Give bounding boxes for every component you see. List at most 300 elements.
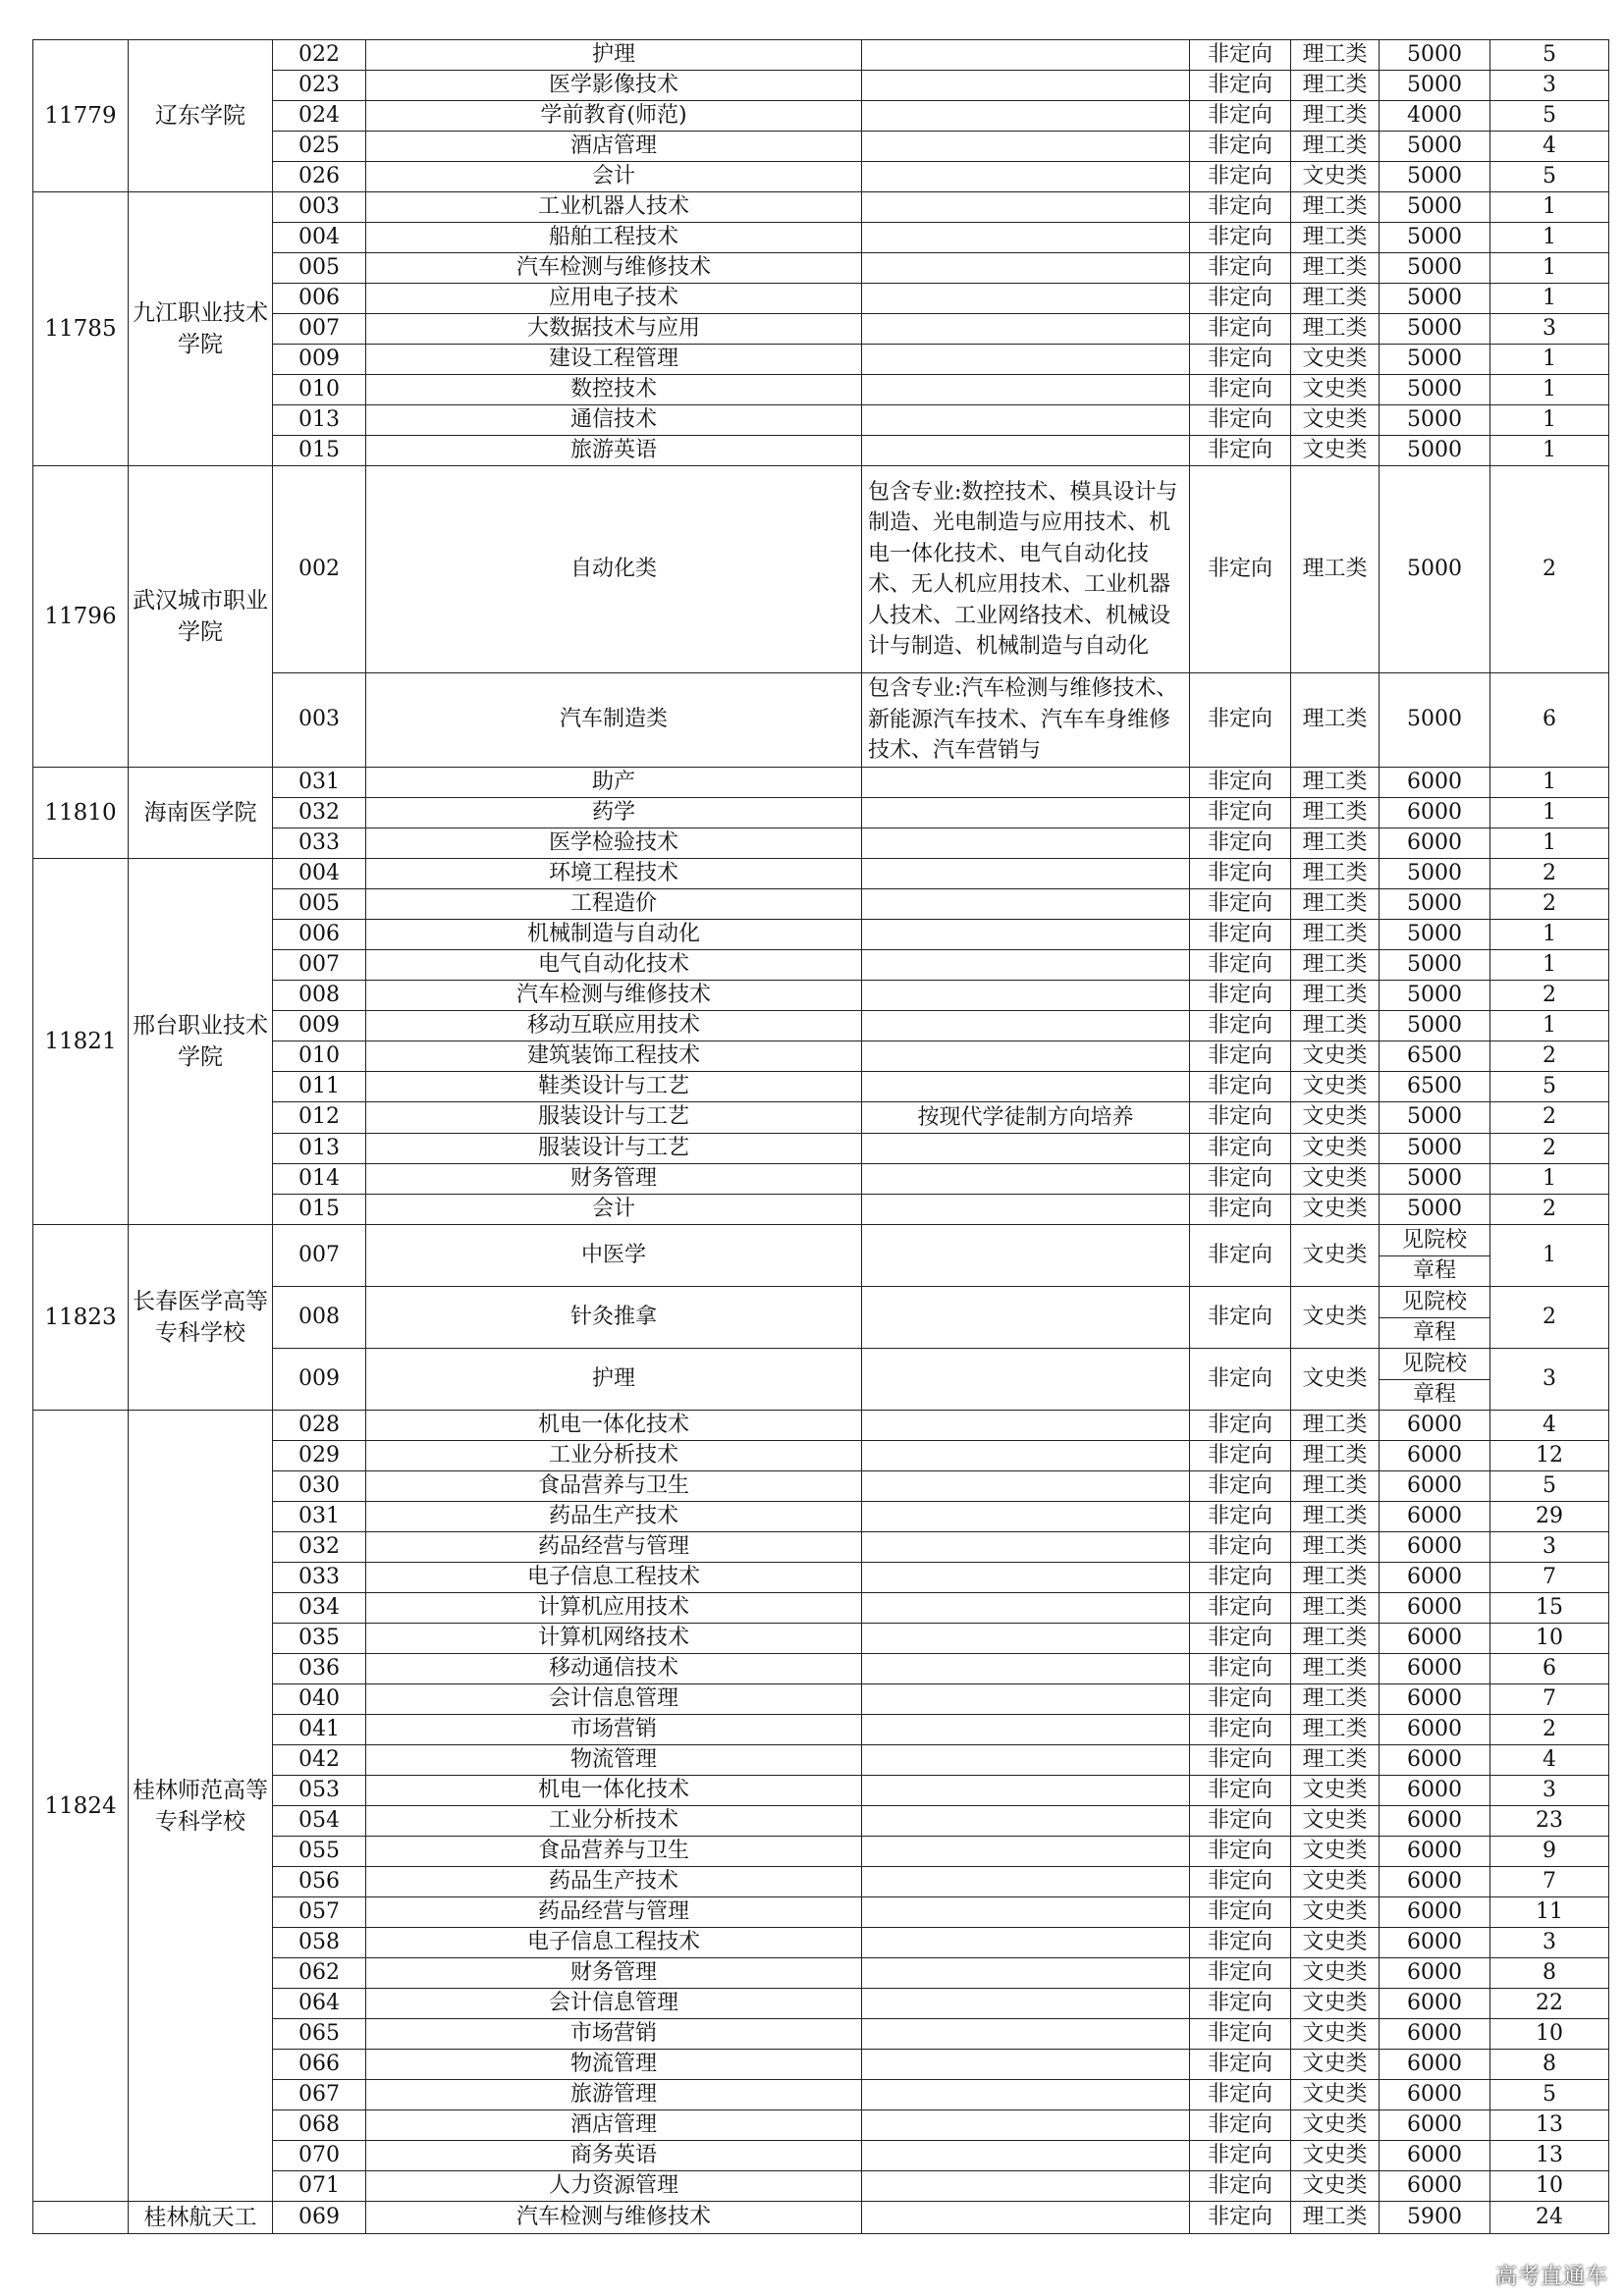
major-code-cell: 028 xyxy=(273,1411,366,1441)
major-code-cell: 026 xyxy=(273,162,366,192)
tuition-line-2: 章程 xyxy=(1412,1319,1456,1345)
quota-cell: 1 xyxy=(1490,223,1609,253)
major-name-cell: 工业分析技术 xyxy=(366,1441,862,1471)
tuition-cell: 6000 xyxy=(1380,1897,1490,1928)
subject-category-cell: 文史类 xyxy=(1291,1867,1380,1897)
tuition-cell: 6000 xyxy=(1380,1715,1490,1745)
plan-direction-cell: 非定向 xyxy=(1190,919,1291,949)
quota-cell: 7 xyxy=(1490,1684,1609,1715)
major-note-cell xyxy=(862,132,1190,162)
major-code-cell: 005 xyxy=(273,253,366,284)
plan-direction-cell: 非定向 xyxy=(1190,466,1291,673)
subject-category-cell: 理工类 xyxy=(1291,1411,1380,1441)
tuition-cell: 6000 xyxy=(1380,2141,1490,2171)
plan-direction-cell: 非定向 xyxy=(1190,40,1291,71)
plan-direction-cell: 非定向 xyxy=(1190,162,1291,192)
major-note-cell xyxy=(862,1010,1190,1041)
tuition-line-1: 见院校 xyxy=(1380,1350,1489,1380)
plan-direction-cell: 非定向 xyxy=(1190,192,1291,223)
major-name-cell: 学前教育(师范) xyxy=(366,101,862,132)
subject-category-cell: 理工类 xyxy=(1291,253,1380,284)
quota-cell: 3 xyxy=(1490,314,1609,345)
quota-cell: 6 xyxy=(1490,1654,1609,1684)
subject-category-cell: 理工类 xyxy=(1291,1010,1380,1041)
major-code-cell: 005 xyxy=(273,888,366,919)
major-note-cell xyxy=(862,40,1190,71)
major-name-cell: 机械制造与自动化 xyxy=(366,919,862,949)
plan-direction-cell: 非定向 xyxy=(1190,223,1291,253)
major-name-cell: 助产 xyxy=(366,767,862,797)
major-note-cell xyxy=(862,1471,1190,1502)
tuition-cell: 6000 xyxy=(1380,1502,1490,1532)
major-code-cell: 015 xyxy=(273,1195,366,1225)
quota-cell: 11 xyxy=(1490,1897,1609,1928)
tuition-cell: 6000 xyxy=(1380,2019,1490,2050)
major-name-cell: 酒店管理 xyxy=(366,132,862,162)
tuition-cell: 5000 xyxy=(1380,284,1490,314)
major-note-cell xyxy=(862,1041,1190,1071)
plan-direction-cell: 非定向 xyxy=(1190,2171,1291,2202)
major-note-cell xyxy=(862,71,1190,101)
quota-cell: 8 xyxy=(1490,1958,1609,1989)
tuition-cell: 6500 xyxy=(1380,1071,1490,1101)
tuition-cell: 6000 xyxy=(1380,2050,1490,2080)
major-note-cell xyxy=(862,797,1190,828)
school-name-cell: 辽东学院 xyxy=(129,40,273,192)
plan-direction-cell: 非定向 xyxy=(1190,673,1291,768)
major-name-cell: 财务管理 xyxy=(366,1958,862,1989)
major-name-cell: 机电一体化技术 xyxy=(366,1776,862,1806)
major-note-cell xyxy=(862,858,1190,888)
tuition-cell: 5000 xyxy=(1380,1134,1490,1164)
school-code-cell: 11796 xyxy=(33,466,129,768)
major-note-cell xyxy=(862,980,1190,1010)
subject-category-cell: 理工类 xyxy=(1291,767,1380,797)
major-code-cell: 053 xyxy=(273,1776,366,1806)
subject-category-cell: 文史类 xyxy=(1291,436,1380,466)
subject-category-cell: 文史类 xyxy=(1291,1958,1380,1989)
major-name-cell: 汽车制造类 xyxy=(366,673,862,768)
tuition-cell: 5000 xyxy=(1380,40,1490,71)
major-name-cell: 机电一体化技术 xyxy=(366,1411,862,1441)
major-code-cell: 009 xyxy=(273,345,366,375)
quota-cell: 2 xyxy=(1490,466,1609,673)
tuition-cell: 5000 xyxy=(1380,888,1490,919)
major-code-cell: 009 xyxy=(273,1349,366,1411)
plan-direction-cell: 非定向 xyxy=(1190,1134,1291,1164)
major-note-cell xyxy=(862,888,1190,919)
major-note-cell xyxy=(862,1715,1190,1745)
subject-category-cell: 理工类 xyxy=(1291,132,1380,162)
major-name-cell: 市场营销 xyxy=(366,2019,862,2050)
major-name-cell: 工业机器人技术 xyxy=(366,192,862,223)
plan-direction-cell: 非定向 xyxy=(1190,1897,1291,1928)
quota-cell: 3 xyxy=(1490,1532,1609,1563)
quota-cell: 1 xyxy=(1490,797,1609,828)
plan-direction-cell: 非定向 xyxy=(1190,1041,1291,1071)
major-note-cell xyxy=(862,2019,1190,2050)
subject-category-cell: 文史类 xyxy=(1291,1041,1380,1071)
tuition-cell: 5000 xyxy=(1380,949,1490,980)
subject-category-cell: 理工类 xyxy=(1291,223,1380,253)
subject-category-cell: 理工类 xyxy=(1291,1715,1380,1745)
major-code-cell: 032 xyxy=(273,1532,366,1563)
plan-direction-cell: 非定向 xyxy=(1190,345,1291,375)
quota-cell: 1 xyxy=(1490,192,1609,223)
major-note-cell xyxy=(862,1776,1190,1806)
quota-cell: 1 xyxy=(1490,405,1609,436)
subject-category-cell: 理工类 xyxy=(1291,949,1380,980)
quota-cell: 5 xyxy=(1490,2080,1609,2110)
quota-cell: 1 xyxy=(1490,1164,1609,1195)
major-name-cell: 计算机应用技术 xyxy=(366,1593,862,1624)
tuition-cell: 5000 xyxy=(1380,192,1490,223)
major-code-cell: 007 xyxy=(273,1225,366,1287)
tuition-cell: 6000 xyxy=(1380,1837,1490,1867)
major-name-cell: 服装设计与工艺 xyxy=(366,1101,862,1134)
quota-cell: 13 xyxy=(1490,2141,1609,2171)
plan-direction-cell: 非定向 xyxy=(1190,1867,1291,1897)
quota-cell: 2 xyxy=(1490,1041,1609,1071)
subject-category-cell: 理工类 xyxy=(1291,1654,1380,1684)
table-row xyxy=(33,192,1609,223)
major-code-cell: 010 xyxy=(273,375,366,405)
major-code-cell: 065 xyxy=(273,2019,366,2050)
tuition-cell: 6000 xyxy=(1380,2171,1490,2202)
tuition-cell: 5000 xyxy=(1380,162,1490,192)
plan-direction-cell: 非定向 xyxy=(1190,1225,1291,1287)
quota-cell: 5 xyxy=(1490,101,1609,132)
plan-direction-cell: 非定向 xyxy=(1190,2110,1291,2141)
school-name-cell: 九江职业技术学院 xyxy=(129,192,273,466)
major-code-cell: 029 xyxy=(273,1441,366,1471)
subject-category-cell: 文史类 xyxy=(1291,1897,1380,1928)
major-code-cell: 010 xyxy=(273,1041,366,1071)
major-note-cell xyxy=(862,828,1190,858)
plan-direction-cell: 非定向 xyxy=(1190,1958,1291,1989)
major-note-cell xyxy=(862,1593,1190,1624)
tuition-cell: 6000 xyxy=(1380,1684,1490,1715)
quota-cell: 4 xyxy=(1490,132,1609,162)
major-note-cell xyxy=(862,1349,1190,1411)
tuition-cell xyxy=(1380,1287,1490,1349)
quota-cell: 9 xyxy=(1490,1837,1609,1867)
subject-category-cell: 理工类 xyxy=(1291,673,1380,768)
major-note-cell xyxy=(862,2171,1190,2202)
watermark-text: 高考直通车 xyxy=(1494,2265,1608,2289)
major-code-cell: 056 xyxy=(273,1867,366,1897)
major-code-cell: 031 xyxy=(273,1502,366,1532)
subject-category-cell: 理工类 xyxy=(1291,858,1380,888)
subject-category-cell: 文史类 xyxy=(1291,1806,1380,1837)
plan-direction-cell: 非定向 xyxy=(1190,375,1291,405)
quota-cell: 1 xyxy=(1490,345,1609,375)
tuition-cell: 5000 xyxy=(1380,375,1490,405)
subject-category-cell: 理工类 xyxy=(1291,1441,1380,1471)
plan-direction-cell: 非定向 xyxy=(1190,1411,1291,1441)
quota-cell: 10 xyxy=(1490,2171,1609,2202)
major-name-cell: 通信技术 xyxy=(366,405,862,436)
subject-category-cell: 理工类 xyxy=(1291,1745,1380,1776)
subject-category-cell: 文史类 xyxy=(1291,2171,1380,2202)
subject-category-cell: 理工类 xyxy=(1291,71,1380,101)
plan-direction-cell: 非定向 xyxy=(1190,436,1291,466)
table-row xyxy=(33,858,1609,888)
major-note-cell xyxy=(862,223,1190,253)
tuition-cell: 6000 xyxy=(1380,1593,1490,1624)
tuition-cell: 6000 xyxy=(1380,1867,1490,1897)
major-code-cell: 066 xyxy=(273,2050,366,2080)
school-name-cell: 长春医学高等专科学校 xyxy=(129,1225,273,1411)
major-name-cell: 药品生产技术 xyxy=(366,1867,862,1897)
tuition-cell: 5000 xyxy=(1380,405,1490,436)
major-note-cell xyxy=(862,253,1190,284)
plan-direction-cell: 非定向 xyxy=(1190,858,1291,888)
quota-cell: 5 xyxy=(1490,1471,1609,1502)
subject-category-cell: 理工类 xyxy=(1291,284,1380,314)
subject-category-cell: 文史类 xyxy=(1291,1989,1380,2019)
major-name-cell: 汽车检测与维修技术 xyxy=(366,253,862,284)
major-note-cell xyxy=(862,1441,1190,1471)
major-code-cell: 055 xyxy=(273,1837,366,1867)
major-code-cell: 015 xyxy=(273,436,366,466)
school-code-cell xyxy=(33,2202,129,2234)
quota-cell: 12 xyxy=(1490,1441,1609,1471)
quota-cell: 1 xyxy=(1490,253,1609,284)
major-name-cell: 会计信息管理 xyxy=(366,1989,862,2019)
plan-direction-cell: 非定向 xyxy=(1190,2141,1291,2171)
subject-category-cell: 文史类 xyxy=(1291,1071,1380,1101)
plan-direction-cell: 非定向 xyxy=(1190,1287,1291,1349)
tuition-cell: 5000 xyxy=(1380,1010,1490,1041)
subject-category-cell: 文史类 xyxy=(1291,1349,1380,1411)
major-note-cell xyxy=(862,405,1190,436)
major-name-cell: 移动互联应用技术 xyxy=(366,1010,862,1041)
subject-category-cell: 文史类 xyxy=(1291,2050,1380,2080)
school-name-cell: 武汉城市职业学院 xyxy=(129,466,273,768)
tuition-cell: 6000 xyxy=(1380,1563,1490,1593)
major-note-cell xyxy=(862,1134,1190,1164)
quota-cell: 22 xyxy=(1490,1989,1609,2019)
major-note-cell xyxy=(862,1411,1190,1441)
major-note-cell xyxy=(862,1287,1190,1349)
plan-direction-cell: 非定向 xyxy=(1190,828,1291,858)
tuition-cell: 5000 xyxy=(1380,980,1490,1010)
tuition-cell: 6000 xyxy=(1380,1989,1490,2019)
subject-category-cell: 文史类 xyxy=(1291,405,1380,436)
tuition-cell: 6000 xyxy=(1380,1654,1490,1684)
major-code-cell: 068 xyxy=(273,2110,366,2141)
plan-direction-cell: 非定向 xyxy=(1190,1502,1291,1532)
major-name-cell: 医学影像技术 xyxy=(366,71,862,101)
plan-direction-cell: 非定向 xyxy=(1190,314,1291,345)
quota-cell: 29 xyxy=(1490,1502,1609,1532)
subject-category-cell: 理工类 xyxy=(1291,2202,1380,2234)
subject-category-cell: 理工类 xyxy=(1291,1563,1380,1593)
quota-cell: 5 xyxy=(1490,1071,1609,1101)
tuition-cell: 6000 xyxy=(1380,767,1490,797)
major-code-cell: 071 xyxy=(273,2171,366,2202)
table-row xyxy=(33,1225,1609,1287)
major-note-cell xyxy=(862,767,1190,797)
major-code-cell: 041 xyxy=(273,1715,366,1745)
plan-direction-cell: 非定向 xyxy=(1190,1684,1291,1715)
plan-direction-cell: 非定向 xyxy=(1190,1715,1291,1745)
quota-cell: 2 xyxy=(1490,980,1609,1010)
subject-category-cell: 理工类 xyxy=(1291,797,1380,828)
school-code-cell: 11821 xyxy=(33,858,129,1225)
major-code-cell: 032 xyxy=(273,797,366,828)
subject-category-cell: 理工类 xyxy=(1291,1532,1380,1563)
quota-cell: 1 xyxy=(1490,1010,1609,1041)
quota-cell: 13 xyxy=(1490,2110,1609,2141)
table-row xyxy=(33,767,1609,797)
tuition-line-2: 章程 xyxy=(1412,1381,1456,1407)
major-code-cell: 070 xyxy=(273,2141,366,2171)
tuition-cell: 5000 xyxy=(1380,314,1490,345)
major-name-cell: 移动通信技术 xyxy=(366,1654,862,1684)
tuition-line-1: 见院校 xyxy=(1380,1288,1489,1318)
major-name-cell: 医学检验技术 xyxy=(366,828,862,858)
major-note-cell xyxy=(862,949,1190,980)
tuition-cell: 5000 xyxy=(1380,858,1490,888)
major-note-cell xyxy=(862,1164,1190,1195)
plan-direction-cell: 非定向 xyxy=(1190,1837,1291,1867)
subject-category-cell: 理工类 xyxy=(1291,466,1380,673)
subject-category-cell: 文史类 xyxy=(1291,2110,1380,2141)
tuition-cell: 5000 xyxy=(1380,253,1490,284)
major-name-cell: 鞋类设计与工艺 xyxy=(366,1071,862,1101)
plan-direction-cell: 非定向 xyxy=(1190,1563,1291,1593)
quota-cell: 4 xyxy=(1490,1745,1609,1776)
major-note-cell xyxy=(862,1745,1190,1776)
plan-direction-cell: 非定向 xyxy=(1190,1164,1291,1195)
subject-category-cell: 理工类 xyxy=(1291,1684,1380,1715)
major-code-cell: 031 xyxy=(273,767,366,797)
plan-direction-cell: 非定向 xyxy=(1190,2050,1291,2080)
major-name-cell: 旅游管理 xyxy=(366,2080,862,2110)
quota-cell: 8 xyxy=(1490,2050,1609,2080)
major-note-cell xyxy=(862,1958,1190,1989)
school-name-cell: 桂林师范高等专科学校 xyxy=(129,1411,273,2202)
major-code-cell: 003 xyxy=(273,673,366,768)
school-name-cell: 桂林航天工 xyxy=(129,2202,273,2234)
quota-cell: 3 xyxy=(1490,1928,1609,1958)
tuition-cell xyxy=(1380,1349,1490,1411)
major-note-cell xyxy=(862,1563,1190,1593)
major-name-cell: 护理 xyxy=(366,40,862,71)
major-code-cell: 023 xyxy=(273,71,366,101)
subject-category-cell: 理工类 xyxy=(1291,1471,1380,1502)
enrollment-plan-table xyxy=(32,39,1609,2234)
major-code-cell: 008 xyxy=(273,980,366,1010)
major-note-cell xyxy=(862,2141,1190,2171)
school-code-cell: 11785 xyxy=(33,192,129,466)
major-name-cell: 电子信息工程技术 xyxy=(366,1563,862,1593)
quota-cell: 7 xyxy=(1490,1563,1609,1593)
tuition-cell: 5000 xyxy=(1380,71,1490,101)
major-note-cell: 包含专业:数控技术、模具设计与制造、光电制造与应用技术、机电一体化技术、电气自动化技术、无人机应用技术、工业机器人技术、工业网络技术、机械设计与制造、机械制造与自动化 xyxy=(862,466,1190,673)
tuition-cell: 6000 xyxy=(1380,1806,1490,1837)
major-code-cell: 033 xyxy=(273,828,366,858)
major-code-cell: 040 xyxy=(273,1684,366,1715)
major-code-cell: 004 xyxy=(273,223,366,253)
major-note-cell xyxy=(862,1502,1190,1532)
major-name-cell: 旅游英语 xyxy=(366,436,862,466)
major-code-cell: 024 xyxy=(273,101,366,132)
major-note-cell xyxy=(862,1989,1190,2019)
quota-cell: 3 xyxy=(1490,1776,1609,1806)
major-note-cell xyxy=(862,2202,1190,2234)
plan-direction-cell: 非定向 xyxy=(1190,1195,1291,1225)
plan-direction-cell: 非定向 xyxy=(1190,1349,1291,1411)
major-name-cell: 商务英语 xyxy=(366,2141,862,2171)
quota-cell: 6 xyxy=(1490,673,1609,768)
subject-category-cell: 理工类 xyxy=(1291,919,1380,949)
major-code-cell: 013 xyxy=(273,405,366,436)
plan-direction-cell: 非定向 xyxy=(1190,949,1291,980)
tuition-cell: 6000 xyxy=(1380,1411,1490,1441)
tuition-cell: 5000 xyxy=(1380,132,1490,162)
quota-cell: 3 xyxy=(1490,71,1609,101)
tuition-cell xyxy=(1380,1225,1490,1287)
quota-cell: 2 xyxy=(1490,888,1609,919)
plan-direction-cell: 非定向 xyxy=(1190,284,1291,314)
major-note-cell xyxy=(862,1837,1190,1867)
subject-category-cell: 文史类 xyxy=(1291,2080,1380,2110)
subject-category-cell: 文史类 xyxy=(1291,1225,1380,1287)
major-name-cell: 船舶工程技术 xyxy=(366,223,862,253)
tuition-cell: 6000 xyxy=(1380,1776,1490,1806)
plan-direction-cell: 非定向 xyxy=(1190,1776,1291,1806)
quota-cell: 2 xyxy=(1490,858,1609,888)
quota-cell: 2 xyxy=(1490,1195,1609,1225)
major-note-cell xyxy=(862,2050,1190,2080)
major-code-cell: 012 xyxy=(273,1101,366,1134)
subject-category-cell: 文史类 xyxy=(1291,375,1380,405)
plan-direction-cell: 非定向 xyxy=(1190,1989,1291,2019)
major-note-cell xyxy=(862,1897,1190,1928)
plan-direction-cell: 非定向 xyxy=(1190,1532,1291,1563)
subject-category-cell: 文史类 xyxy=(1291,1164,1380,1195)
tuition-cell: 6000 xyxy=(1380,1441,1490,1471)
major-code-cell: 007 xyxy=(273,314,366,345)
plan-direction-cell: 非定向 xyxy=(1190,1471,1291,1502)
major-note-cell xyxy=(862,375,1190,405)
subject-category-cell: 理工类 xyxy=(1291,980,1380,1010)
major-name-cell: 汽车检测与维修技术 xyxy=(366,2202,862,2234)
major-name-cell: 工程造价 xyxy=(366,888,862,919)
subject-category-cell: 文史类 xyxy=(1291,2141,1380,2171)
plan-direction-cell: 非定向 xyxy=(1190,405,1291,436)
major-name-cell: 电气自动化技术 xyxy=(366,949,862,980)
quota-cell: 10 xyxy=(1490,2019,1609,2050)
major-name-cell: 食品营养与卫生 xyxy=(366,1471,862,1502)
major-code-cell: 006 xyxy=(273,284,366,314)
school-name-cell: 海南医学院 xyxy=(129,767,273,858)
subject-category-cell: 文史类 xyxy=(1291,1837,1380,1867)
tuition-cell: 5000 xyxy=(1380,1101,1490,1134)
major-code-cell: 008 xyxy=(273,1287,366,1349)
plan-direction-cell: 非定向 xyxy=(1190,1593,1291,1624)
major-code-cell: 042 xyxy=(273,1745,366,1776)
tuition-line-1: 见院校 xyxy=(1380,1226,1489,1256)
quota-cell: 10 xyxy=(1490,1624,1609,1654)
major-note-cell: 包含专业:汽车检测与维修技术、新能源汽车技术、汽车车身维修技术、汽车营销与 xyxy=(862,673,1190,768)
major-note-cell xyxy=(862,1654,1190,1684)
tuition-cell: 5000 xyxy=(1380,466,1490,673)
major-name-cell: 大数据技术与应用 xyxy=(366,314,862,345)
